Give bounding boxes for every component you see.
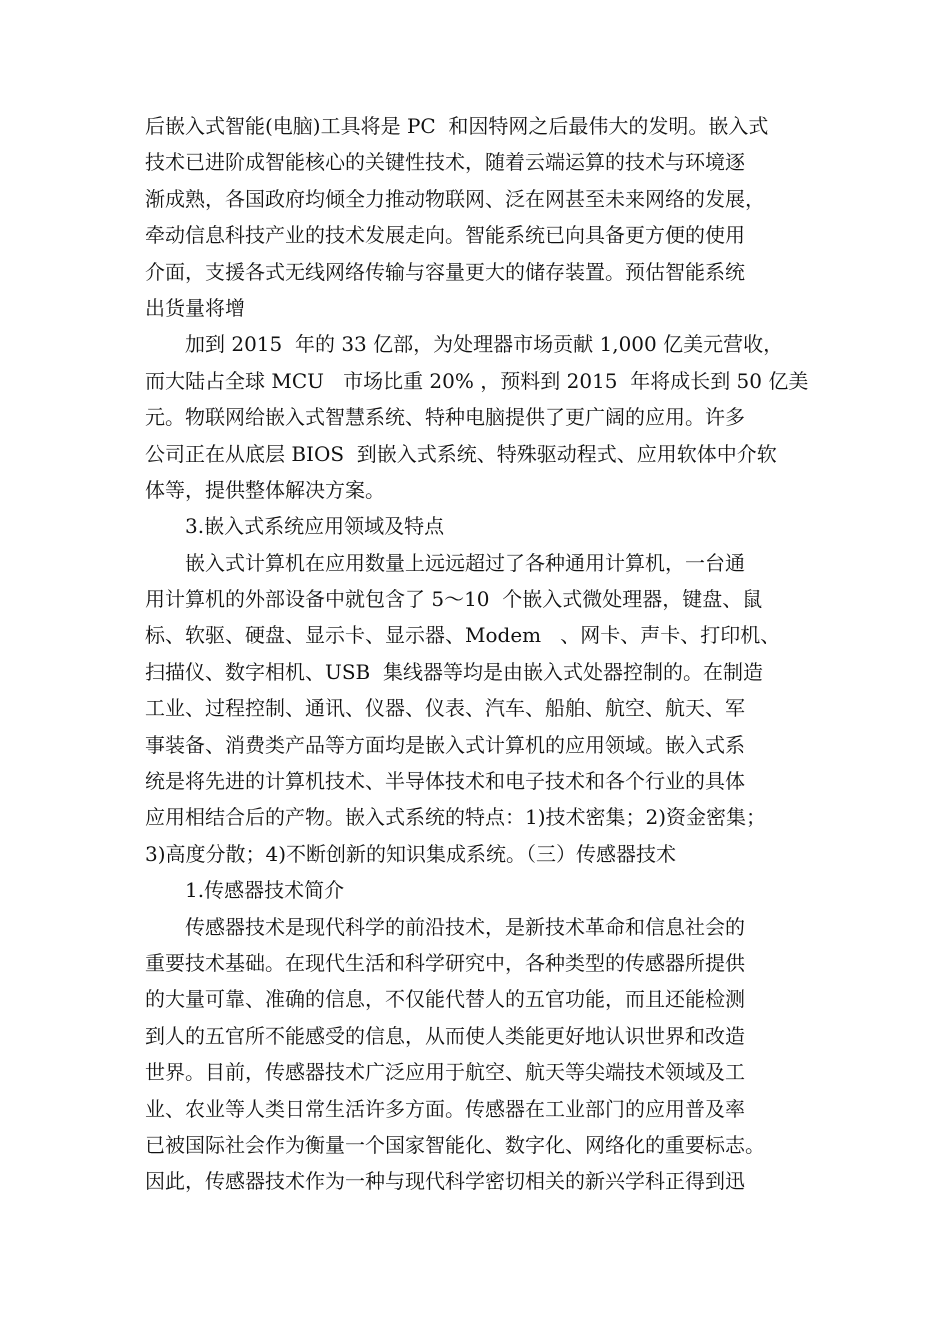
text-line: 1.传感器技术简介 xyxy=(185,878,345,903)
text-line: 的大量可靠、准确的信息，不仅能代替人的五官功能，而且还能检测 xyxy=(145,987,745,1012)
text-line: 世界。目前，传感器技术广泛应用于航空、航天等尖端技术领域及工 xyxy=(145,1060,745,1085)
text-line: 介面，支援各式无线网络传输与容量更大的储存装置。预估智能系统 xyxy=(145,259,745,284)
text-line: 元。物联网给嵌入式智慧系统、特种电脑提供了更广阔的应用。许多 xyxy=(145,405,745,430)
text-line: 3)高度分散；4)不断创新的知识集成系统。（三）传感器技术 xyxy=(145,841,677,866)
text-line: 事装备、消费类产品等方面均是嵌入式计算机的应用领域。嵌入式系 xyxy=(145,732,745,757)
text-line: 应用相结合后的产物。嵌入式系统的特点：1)技术密集；2)资金密集； xyxy=(145,805,767,830)
text-line: 因此，传感器技术作为一种与现代科学密切相关的新兴学科正得到迅 xyxy=(145,1169,745,1194)
text-line: 工业、过程控制、通讯、仪器、仪表、汽车、船舶、航空、航天、军 xyxy=(145,696,745,721)
text-line: 用计算机的外部设备中就包含了 5～10 个嵌入式微处理器，键盘、鼠 xyxy=(145,587,763,612)
text-line: 传感器技术是现代科学的前沿技术，是新技术革命和信息社会的 xyxy=(185,914,745,939)
text-line: 重要技术基础。在现代生活和科学研究中，各种类型的传感器所提供 xyxy=(145,950,745,975)
document-page xyxy=(145,108,820,1200)
text-line: 到人的五官所不能感受的信息，从而使人类能更好地认识世界和改造 xyxy=(145,1023,745,1048)
text-line: 加到 2015 年的 33 亿部，为处理器市场贡献 1,000 亿美元营收， xyxy=(185,332,784,357)
text-line: 公司正在从底层 BIOS 到嵌入式系统、特殊驱动程式、应用软体中介软 xyxy=(145,441,777,466)
text-line: 统是将先进的计算机技术、半导体技术和电子技术和各个行业的具体 xyxy=(145,769,745,794)
text-line: 扫描仪、数字相机、USB 集线器等均是由嵌入式处器控制的。在制造 xyxy=(145,659,763,684)
text-line: 标、软驱、硬盘、显示卡、显示器、Modem 、网卡、声卡、打印机、 xyxy=(145,623,781,648)
text-line: 渐成熟，各国政府均倾全力推动物联网、泛在网甚至未来网络的发展， xyxy=(145,186,765,211)
text-line: 技术已进阶成智能核心的关键性技术，随着云端运算的技术与环境逐 xyxy=(145,150,745,175)
text-line: 后嵌入式智能(电脑)工具将是 PC 和因特网之后最伟大的发明。嵌入式 xyxy=(145,114,769,138)
text-line: 业、农业等人类日常生活许多方面。传感器在工业部门的应用普及率 xyxy=(145,1096,745,1121)
text-line: 出货量将增 xyxy=(145,295,245,320)
text-line: 体等，提供整体解决方案。 xyxy=(145,477,385,502)
text-line: 牵动信息科技产业的技术发展走向。智能系统已向具备更方便的使用 xyxy=(145,223,745,248)
text-line: 而大陆占全球 MCU 市场比重 20% ，预料到 2015 年将成长到 50 亿美 xyxy=(145,368,809,393)
text-line: 已被国际社会作为衡量一个国家智能化、数字化、网络化的重要标志。 xyxy=(145,1132,765,1157)
text-line: 3.嵌入式系统应用领域及特点 xyxy=(185,514,445,539)
text-line: 嵌入式计算机在应用数量上远远超过了各种通用计算机，一台通 xyxy=(185,550,745,575)
